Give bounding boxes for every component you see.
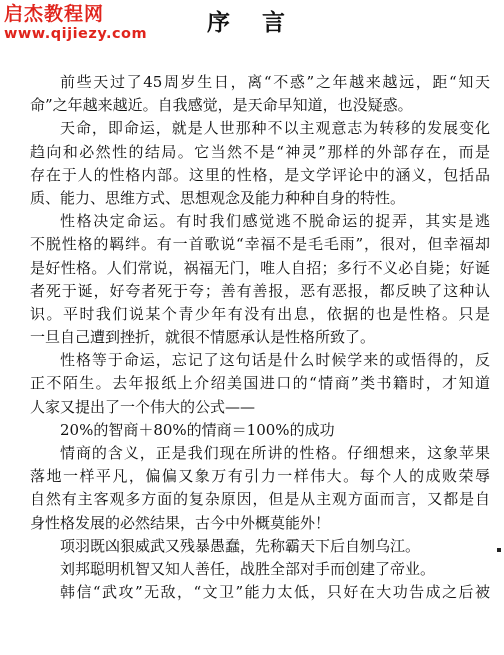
text-line: 趋向和必然性的结局。它当然不是“神灵”那样的外部存在，而是: [30, 142, 490, 161]
text-line: 者死于诞，好夸者死于夸；善有善报，恶有恶报，都反映了这种认: [30, 281, 490, 300]
text-line: 一旦自己遭到挫折，就很不情愿承认是性格所致了。: [30, 328, 376, 347]
text-line: 不脱性格的羁绊。有一首歌说“幸福不是毛毛雨”，很对，但幸福却: [30, 235, 490, 254]
text-line: 身性格发展的必然结果，古今中外概莫能外！: [30, 513, 331, 532]
text-line: 20%的智商＋80%的情商＝100%的成功: [60, 420, 335, 439]
text-line: 韩信“武攻”无敌，“文卫”能力太低，只好在大功告成之后被: [60, 583, 490, 602]
text-line: 项羽既凶狠威武又残暴愚蠢，先称霸天下后自刎乌江。: [60, 536, 421, 555]
watermark-site-url: www.qijiezy.com: [4, 25, 148, 42]
text-line: 正不陌生。去年报纸上介绍美国进口的“情商”类书籍时，才知道: [30, 374, 490, 393]
text-line: 天命，即命运，就是人世那种不以主观意志为转移的发展变化: [60, 119, 490, 138]
text-line: 情商的含义，正是我们现在所讲的性格。仔细想来，这象苹果: [60, 444, 490, 462]
text-line: 刘邦聪明机智又知人善任，战胜全部对手而创建了帝业。: [60, 559, 436, 578]
page-title: 序 言: [206, 10, 297, 36]
text-line: 是好性格。人们常说，祸福无门，唯人自招；多行不义必自毙；好诞: [30, 258, 490, 277]
text-line: 性格等于命运，忘记了这句话是什么时候学来的或悟得的，反: [60, 351, 490, 370]
text-line: 性格决定命运。有时我们感觉逃不脱命运的捉弄，其实是逃: [60, 212, 490, 231]
preface-body: [30, 71, 490, 604]
text-line: 识。平时我们说某个青少年有没有出息，依据的也是性格。只是: [30, 304, 490, 323]
text-line: 人家又提出了一个伟大的公式——: [30, 397, 256, 416]
scan-speck: [497, 548, 501, 552]
text-line: 命”之年越来越近。自我感觉，是天命早知道，也没疑惑。: [30, 96, 413, 115]
text-line: 质、能力、思维方式、思想观念及能力种种自身的特性。: [30, 188, 406, 207]
text-line: 落地一样平凡，偏偏又象万有引力一样伟大。每个人的成败荣辱: [30, 467, 490, 486]
text-line: 存在于人的性格内部。这里的性格，是文学评论中的涵义，包括品: [30, 165, 490, 184]
watermark-site-name: 启杰教程网: [4, 3, 105, 25]
text-line: 自然有主客观多方面的复杂原因，但是从主观方面而言，又都是自: [30, 490, 490, 509]
text-line: 前些天过了45周岁生日，离“不惑”之年越来越远，距“知天: [60, 73, 490, 91]
